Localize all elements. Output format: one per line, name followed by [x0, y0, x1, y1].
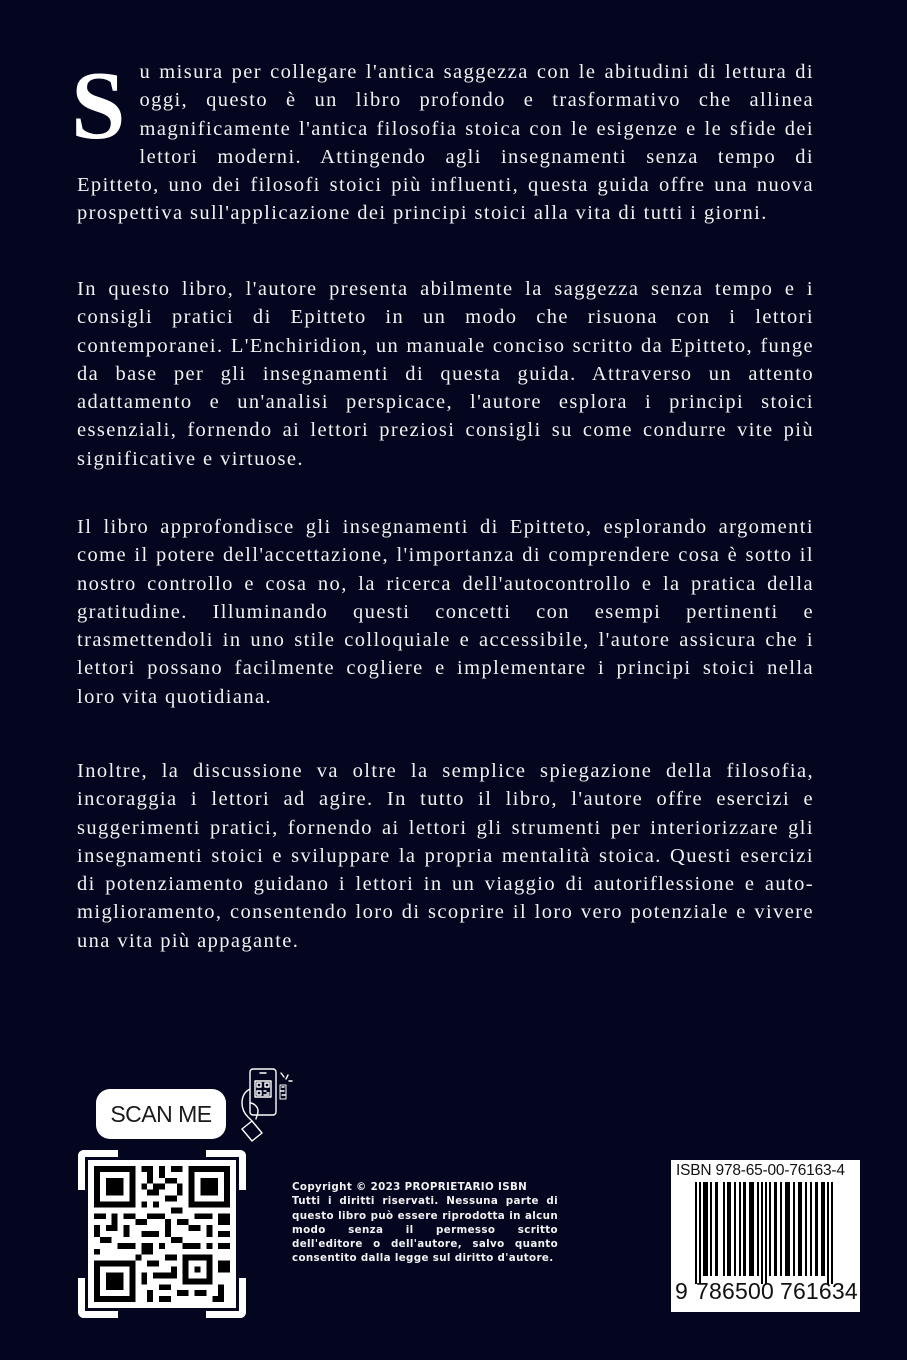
qr-code-icon: [88, 1160, 236, 1308]
description-paragraph-2: In questo libro, l'autore presenta abilmente la saggezza senza tempo e i consigli pratici di Epitteto in un modo che risuona con i lettori contemporanei. L'Enchiridion, un manuale conciso scritto da Epitteto, funge da base per gli insegnamenti di questa guida. Attraverso un attento adattamento e un'analisi perspicace, l'autore esplora i principi stoici essenziali, fornendo ai lettori preziosi consigli su come condurre vite più significative e virtuose.: [77, 278, 814, 470]
copyright-body: Tutti i diritti riservati. Nessuna parte di questo libro può essere riprodotta in alcun modo senza il permesso scritto dell'editore o dell'autore, salvo quanto consentito dalla legge sul diritto d'autore.: [292, 1195, 558, 1265]
description-paragraph-3: Il libro approfondisce gli insegnamenti di Epitteto, esplorando argomenti come il potere dell'accettazione, l'importanza di comprendere cosa è sotto il nostro controllo e cosa no, la ricerca dell'autocontrollo e la pratica della gratitudine. Illuminando questi concetti con esempi pertinenti e trasmettendoli in uno stile colloquiale e accessibile, l'autore assicura che i lettori possano facilmente cogliere e implementare i principi stoici nella loro vita quotidiana.: [77, 516, 814, 708]
barcode-lead-digit: 9: [675, 1278, 688, 1304]
scan-me-badge: [96, 1089, 226, 1139]
copyright-notice: [292, 1180, 558, 1266]
isbn-barcode: [671, 1160, 860, 1312]
barcode-group-1: 786500: [696, 1278, 774, 1304]
qr-code[interactable]: [78, 1150, 246, 1318]
phone-scan-icon: [236, 1067, 300, 1145]
isbn-label: ISBN 978-65-00-76163-4: [676, 1162, 845, 1179]
barcode-icon: [679, 1182, 851, 1284]
paragraph-text: u misura per collegare l'antica saggezza con le abitudini di lettura di oggi, questo è un libro profondo e trasformativo che allinea magnificamente l'antica filosofia stoica con le esigenze e le sfide dei lettori moderni. Attingendo agli insegnamenti senza tempo di Epitteto, uno dei filosofi stoici più influenti, questa guida offre una nuova prospettiva sull'applicazione dei principi stoici alla vita di tutti i giorni.: [77, 61, 814, 225]
copyright-line: Copyright © 2023 PROPRIETARIO ISBN: [292, 1181, 528, 1193]
barcode-group-2: 761634: [779, 1278, 858, 1304]
description-paragraph-1: [71, 52, 814, 228]
description-paragraph-4: Inoltre, la discussione va oltre la semplice spiegazione della filosofia, incoraggia i lettori ad agire. In tutto il libro, l'autore offre esercizi e suggerimenti pratici, fornendo ai lettori gli strumenti per interiorizzare gli insegnamenti stoici e sviluppare la propria mentalità stoica. Questi esercizi di potenziamento guidano i lettori in un viaggio di autoriflessione e auto-miglioramento, consentendo loro di scoprire il loro vero potenziale e vivere una vita più appagante.: [77, 760, 814, 952]
barcode-digits: [675, 1278, 858, 1305]
dropcap-letter: S: [71, 52, 126, 160]
scan-me-label: SCAN ME: [110, 1100, 212, 1127]
